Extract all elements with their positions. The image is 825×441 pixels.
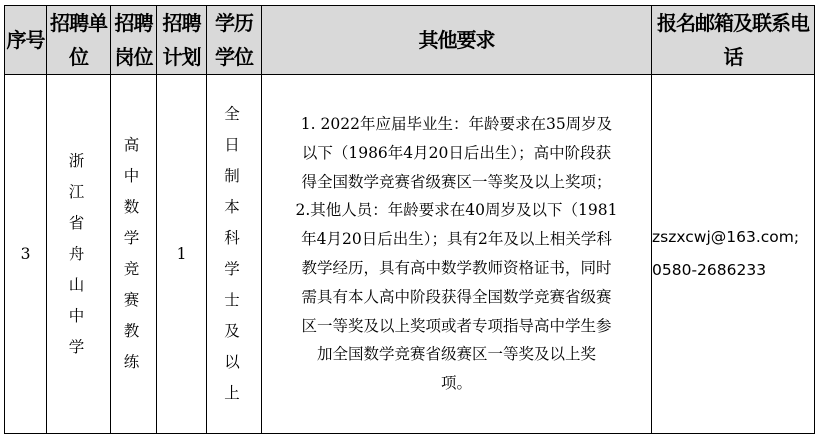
cell-contact (652, 75, 815, 434)
header-row (5, 6, 815, 75)
header-other-requirements (262, 6, 652, 75)
requirement-line: 得全国数学竞赛省级赛区一等奖及以上奖项； (301, 172, 612, 191)
header-contact (652, 6, 815, 75)
header-post-line-2: 岗位 (114, 45, 153, 69)
header-degree-line-2: 学位 (215, 45, 253, 69)
header-seq-line: 序号 (6, 28, 45, 52)
header-plan-line-2: 计划 (162, 45, 201, 69)
requirement-line: 需具有本人高中阶段获得全国数学竞赛省级赛 (301, 287, 612, 306)
table-row (5, 75, 815, 434)
header-degree-line-1: 学历 (215, 11, 253, 35)
requirement-line: 加全国数学竞赛省级赛区一等奖及以上奖 (316, 345, 596, 364)
cell-post (111, 75, 157, 434)
header-degree (207, 6, 262, 75)
post-text: 高中数学竞赛教练 (123, 136, 144, 371)
requirement-line: 区一等奖及以上奖项或者专项指导高中学生参 (301, 316, 612, 335)
unit-text: 浙江省舟山中学 (68, 151, 89, 356)
cell-degree (207, 75, 262, 434)
header-plan-line-1: 招聘 (162, 11, 201, 35)
requirement-line: 以下（1986年4月20日后出生）；高中阶段获 (301, 143, 612, 162)
requirement-line: 项。 (440, 374, 472, 393)
header-post-line-1: 招聘 (114, 11, 153, 35)
recruitment-table (4, 5, 815, 434)
contact-email: zszxcwj@163.com; (652, 228, 800, 246)
header-seq (5, 6, 47, 75)
requirement-line: 教学经历，具有高中数学教师资格证书，同时 (301, 259, 612, 277)
requirement-line: 年4月20日后出生）；具有2年及以上相关学科 (301, 230, 612, 249)
header-contact-line-2: 话 (723, 45, 743, 69)
cell-requirements (262, 75, 652, 434)
header-unit-line-1: 招聘单 (50, 11, 107, 35)
cell-plan: 1 (157, 75, 207, 434)
header-post (111, 6, 157, 75)
cell-unit (47, 75, 111, 434)
requirement-line: 2.其他人员：年龄要求在40周岁及以下（1981 (295, 201, 618, 220)
degree-text: 全日制本科学士及以上 (224, 105, 244, 402)
header-plan (157, 6, 207, 75)
cell-seq: 3 (5, 75, 47, 434)
header-contact-line-1: 报名邮箱及联系电 (657, 11, 809, 35)
header-unit-line-2: 位 (69, 45, 88, 69)
requirement-line: 1. 2022年应届毕业生：年龄要求在35周岁及 (300, 115, 613, 134)
header-unit (47, 6, 111, 75)
contact-phone: 0580-2686233 (652, 261, 767, 279)
header-other-line: 其他要求 (418, 28, 495, 52)
